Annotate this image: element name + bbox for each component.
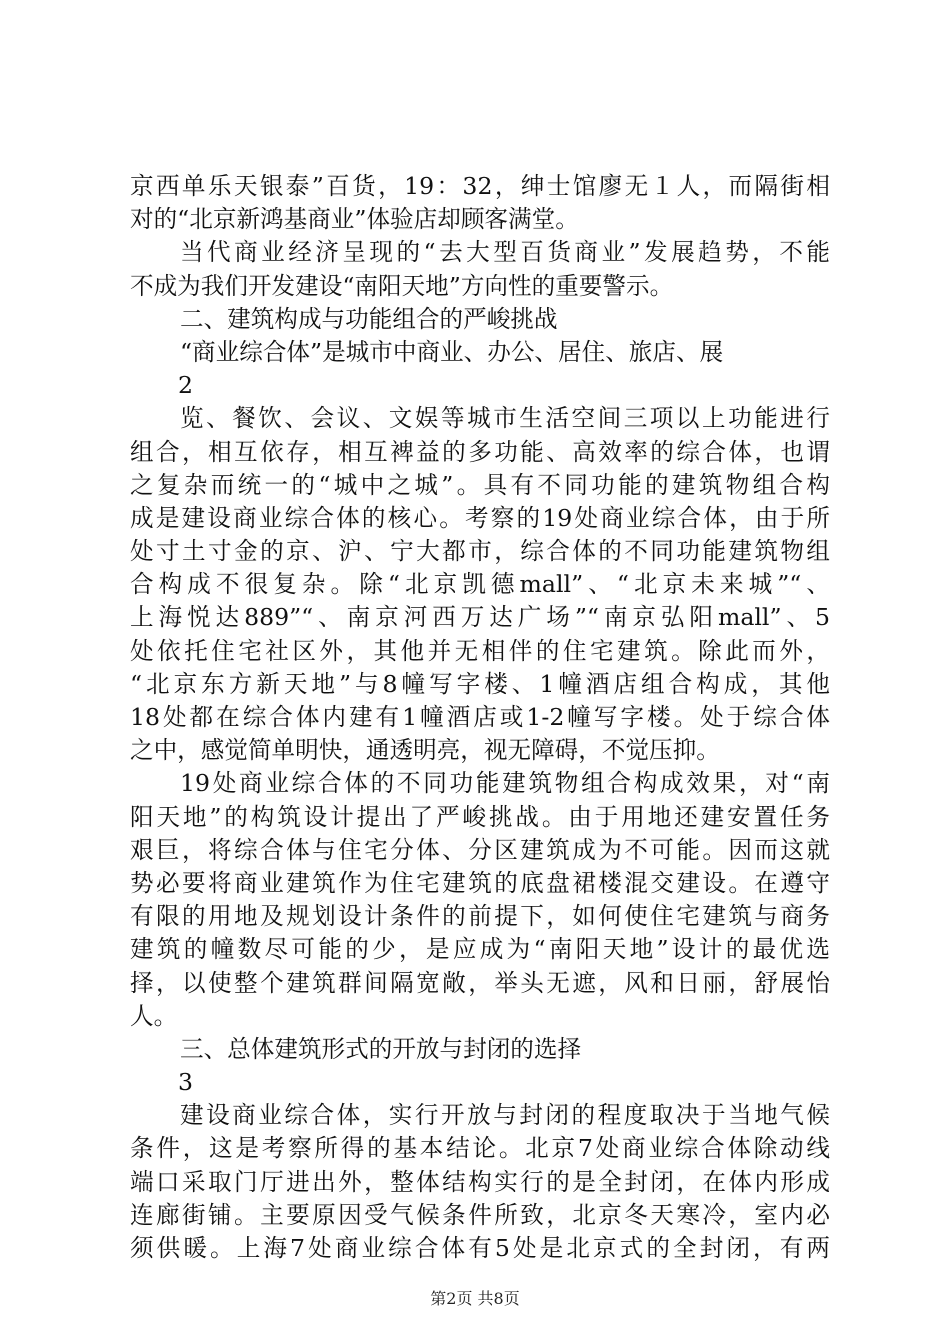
- text-line: 二、建筑构成与功能组合的严峻挑战: [180, 304, 558, 333]
- text-line: 须供暖。上海7处商业综合体有5处是北京式的全封闭，有两: [130, 1234, 830, 1262]
- text-line: 三、总体建筑形式的开放与封闭的选择: [180, 1034, 582, 1063]
- text-line: 端口采取门厅进出外，整体结构实行的是全封闭，在体内形成: [130, 1167, 830, 1196]
- text-line: 处寸土寸金的京、沪、宁大都市，综合体的不同功能建筑物组: [130, 537, 830, 566]
- text-line: 建设商业综合体，实行开放与封闭的程度取决于当地气候: [180, 1101, 830, 1130]
- text-line: 2: [178, 371, 194, 400]
- text-line: 组合，相互依存，相互裨益的多功能、高效率的综合体，也谓: [130, 437, 830, 466]
- text-line: 当代商业经济呈现的“去大型百货商业”发展趋势，不能: [180, 238, 830, 267]
- text-line: 对的“北京新鸿基商业”体验店却顾客满堂。: [130, 205, 579, 234]
- text-line: 条件，这是考察所得的基本结论。北京7处商业综合体除动线: [130, 1134, 830, 1163]
- text-line: 人。: [130, 1001, 178, 1030]
- text-line: 建筑的幢数尽可能的少，是应成为“南阳天地”设计的最优选: [130, 935, 830, 964]
- text-line: 京西单乐天银泰”百货，19：32，绅士馆廖无１人，而隔街相: [130, 172, 830, 200]
- text-line: 不成为我们开发建设“南阳天地”方向性的重要警示。: [130, 271, 674, 300]
- text-line: 处依托住宅社区外，其他并无相伴的住宅建筑。除此而外，: [130, 636, 830, 665]
- text-line: 18处都在综合体内建有1幢酒店或1-2幢写字楼。处于综合体: [130, 703, 830, 731]
- document-body: [130, 170, 830, 1265]
- text-line: 19处商业综合体的不同功能建筑物组合构成效果，对“南: [180, 769, 830, 798]
- text-line: 有限的用地及规划设计条件的前提下，如何使住宅建筑与商务: [130, 902, 830, 931]
- text-line: 势必要将商业建筑作为住宅建筑的底盘裙楼混交建设。在遵守: [130, 868, 830, 897]
- text-line: 之复杂而统一的“城中之城”。具有不同功能的建筑物组合构: [130, 470, 830, 499]
- text-line: 上海悦达889”“、南京河西万达广场”“南京弘阳mall”、5: [130, 603, 830, 632]
- text-line: 连廊街铺。主要原因受气候条件所致，北京冬天寒冷，室内必: [130, 1200, 830, 1229]
- text-line: 3: [178, 1068, 194, 1097]
- page-footer: 第2页 共8页: [430, 1289, 520, 1308]
- text-line: 艰巨，将综合体与住宅分体、分区建筑成为不可能。因而这就: [130, 835, 830, 864]
- text-line: “北京东方新天地”与8幢写字楼、1幢酒店组合构成，其他: [130, 669, 830, 698]
- text-line: 之中，感觉简单明快，通透明亮，视无障碍，不觉压抑。: [130, 736, 720, 765]
- text-line: 合构成不很复杂。除“北京凯德mall”、“北京未来城”“、: [130, 570, 830, 599]
- text-line: 阳天地”的构筑设计提出了严峻挑战。由于用地还建安置任务: [130, 802, 830, 831]
- text-line: 择，以使整个建筑群间隔宽敞，举头无遮，风和日丽，舒展怡: [130, 968, 830, 997]
- text-line: “商业综合体”是城市中商业、办公、居住、旅店、展: [180, 337, 724, 366]
- text-line: 成是建设商业综合体的核心。考察的19处商业综合体，由于所: [130, 503, 830, 532]
- text-line: 览、餐饮、会议、文娱等城市生活空间三项以上功能进行: [180, 404, 830, 433]
